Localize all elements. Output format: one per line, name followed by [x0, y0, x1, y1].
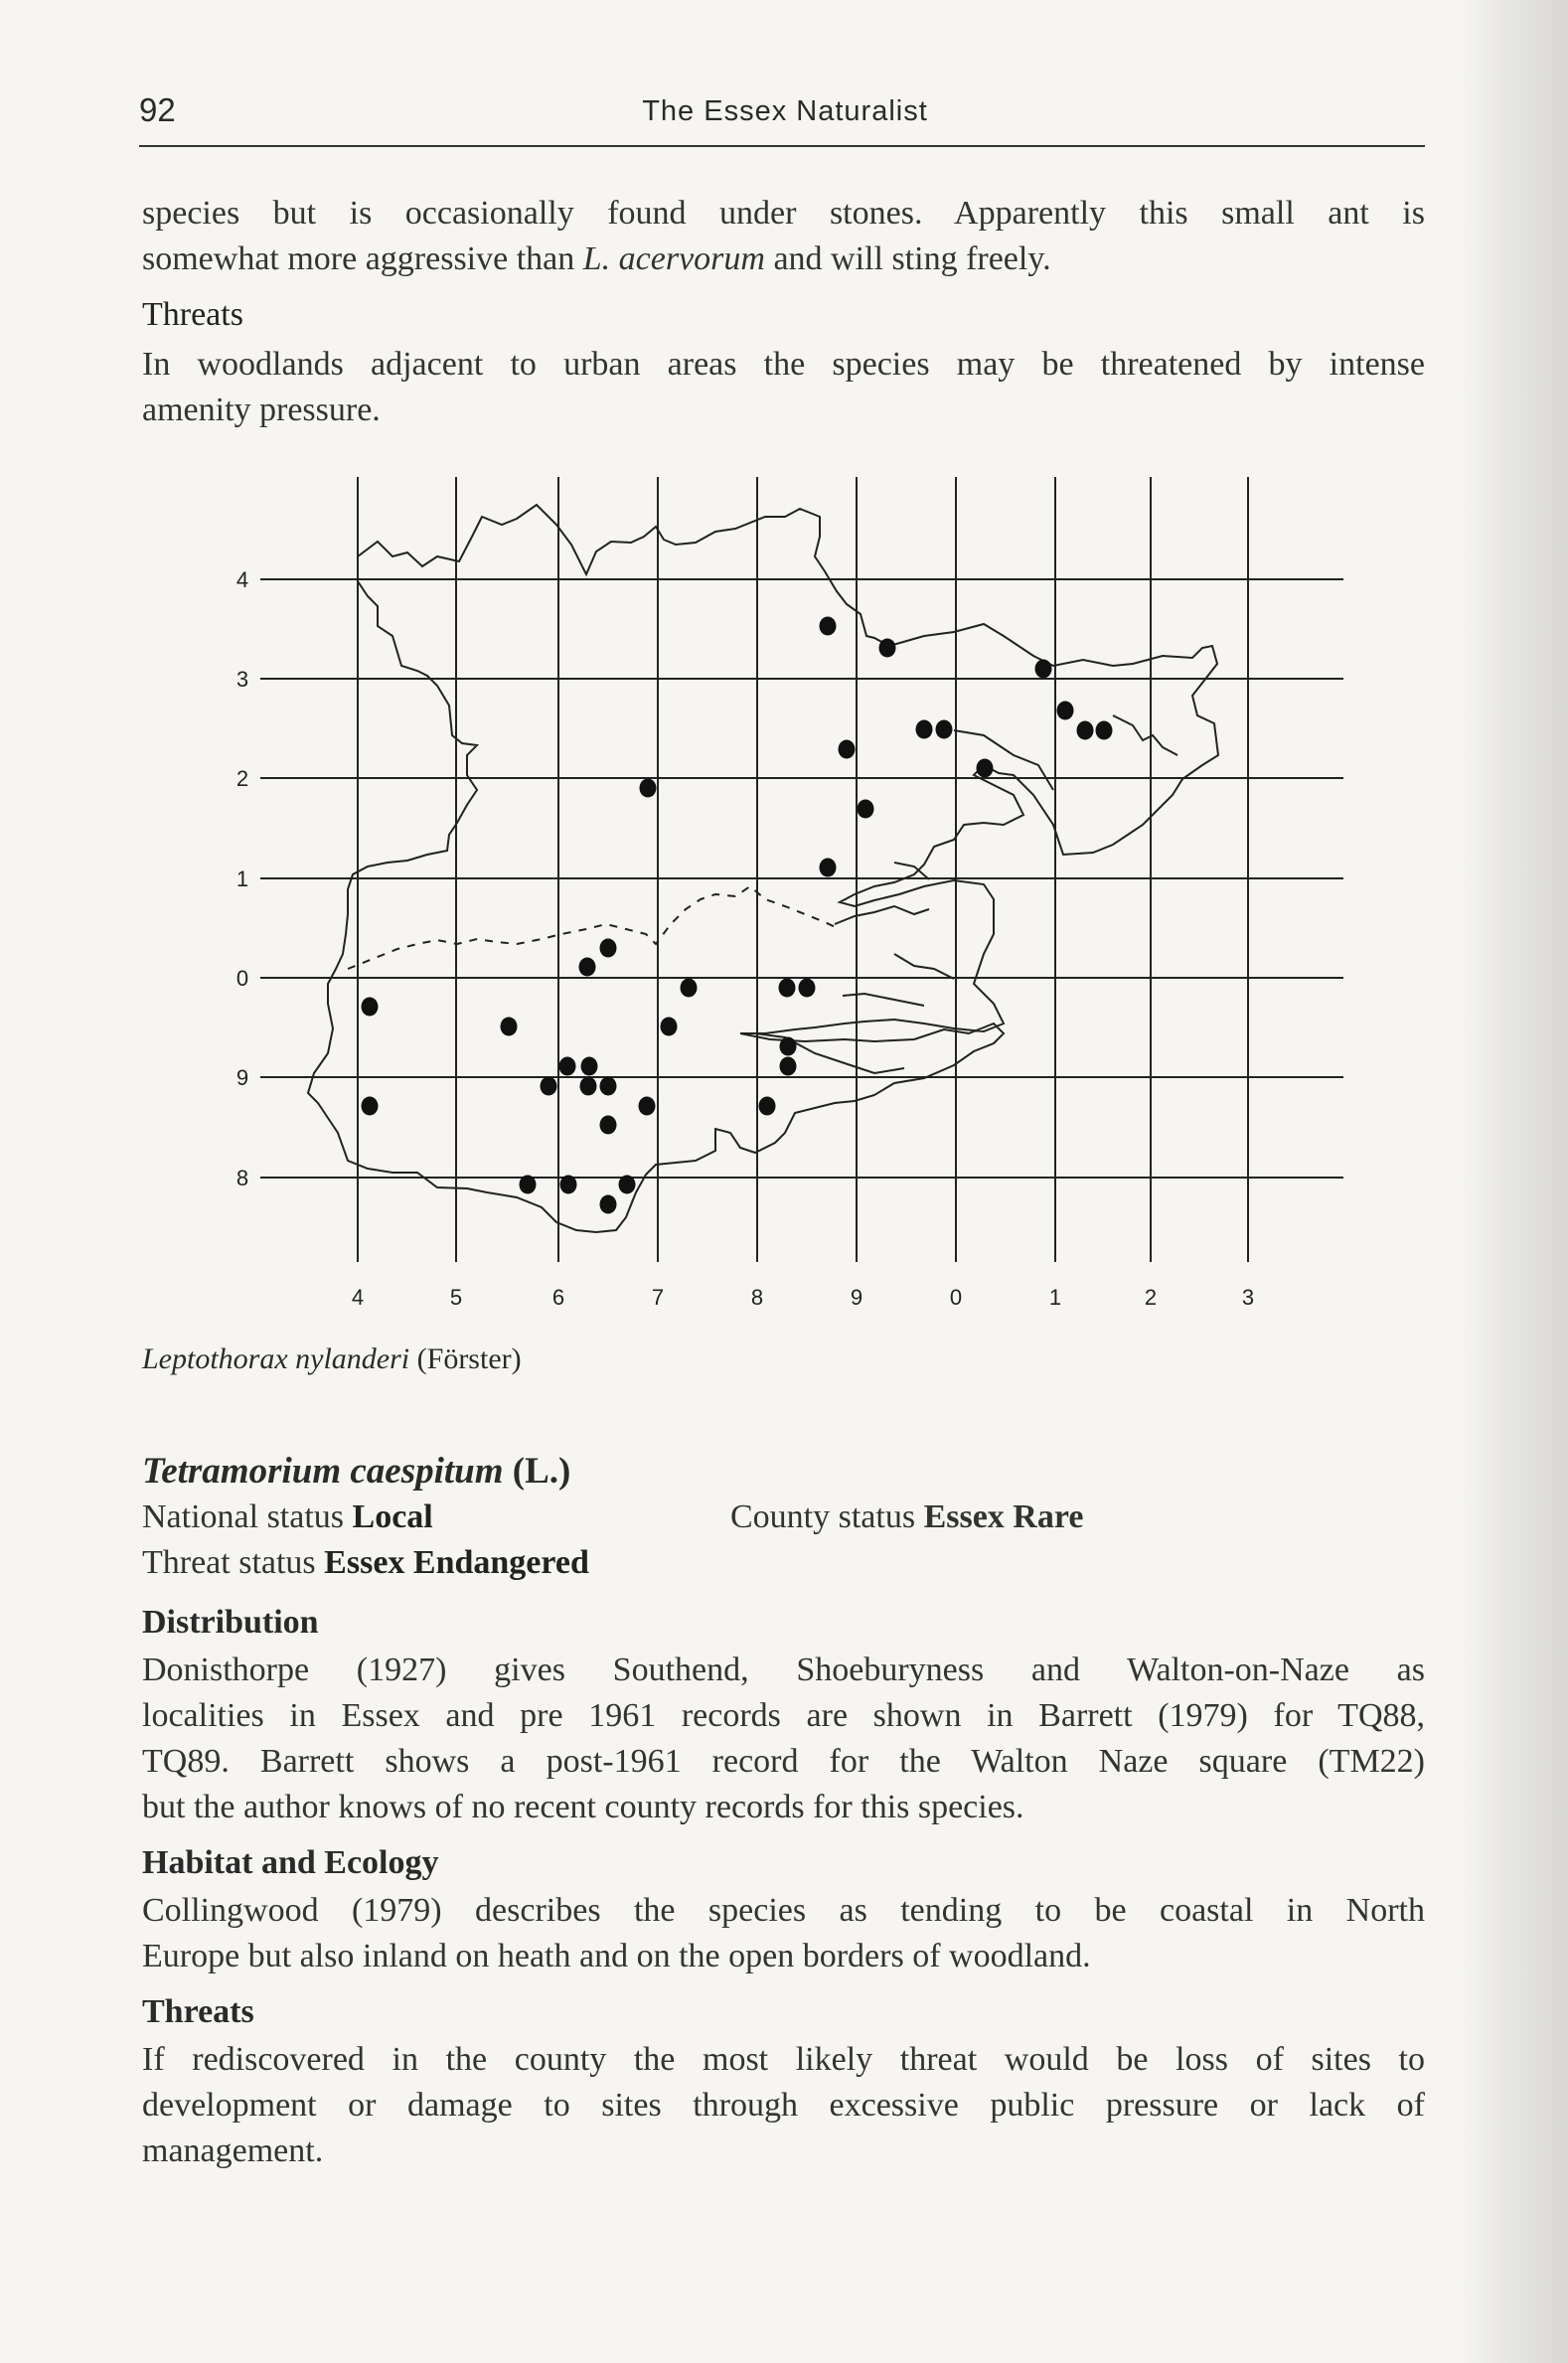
- record-dot: [1077, 721, 1094, 740]
- x-label: 7: [651, 1285, 665, 1310]
- threat-status-value: Essex Endangered: [324, 1544, 589, 1581]
- threats-line-1: In woodlands adjacent to urban areas the species may be threatened by intense: [142, 346, 1425, 383]
- distribution-line: localities in Essex and pre 1961 records are shown in Barrett (1979) for TQ88,: [142, 1697, 1425, 1734]
- record-dot: [780, 1037, 797, 1056]
- record-dot: [779, 979, 796, 998]
- county-status: [730, 1495, 1083, 1540]
- record-dot: [640, 779, 657, 798]
- x-label: 5: [449, 1285, 463, 1310]
- running-title: The Essex Naturalist: [642, 95, 928, 127]
- y-label: 1: [235, 866, 249, 891]
- habitat-line: Collingwood (1979) describes the species as tending to be coastal in North: [142, 1892, 1425, 1929]
- y-label: 0: [235, 966, 249, 991]
- record-dot: [600, 1116, 617, 1135]
- record-dot: [1035, 660, 1052, 679]
- caption-species: Leptothorax nylanderi: [142, 1342, 410, 1375]
- record-dot: [501, 1018, 518, 1036]
- record-dot: [858, 800, 874, 819]
- old-boundary-dashed: [348, 886, 840, 969]
- x-axis-labels: [352, 1285, 1254, 1310]
- distribution-line: TQ89. Barrett shows a post-1961 record for the Walton Naze square (TM22): [142, 1743, 1425, 1780]
- record-dot: [820, 859, 837, 877]
- y-label: 4: [235, 567, 249, 592]
- county-status-label: County status: [730, 1498, 924, 1535]
- map-grid: [260, 477, 1343, 1262]
- distribution-line: but the author knows of no recent county records for this species.: [142, 1789, 1024, 1825]
- threat-status: [142, 1540, 589, 1586]
- threats-line: development or damage to sites through excessive public pressure or lack of: [142, 2087, 1425, 2124]
- distribution-line: Donisthorpe (1927) gives Southend, Shoeburyness and Walton-on-Naze as: [142, 1652, 1425, 1688]
- distribution-heading: Distribution: [142, 1604, 319, 1641]
- x-label: 8: [750, 1285, 764, 1310]
- record-dot: [879, 639, 896, 658]
- y-label: 8: [235, 1166, 249, 1190]
- y-axis-labels: [236, 567, 248, 1190]
- record-dot: [581, 1057, 598, 1076]
- record-dot: [977, 759, 994, 778]
- record-dot: [600, 939, 617, 958]
- record-dot: [916, 720, 933, 739]
- y-label: 9: [235, 1065, 249, 1090]
- x-label: 3: [1241, 1285, 1255, 1310]
- threats-heading-2: Threats: [142, 1993, 254, 2030]
- national-status-value: Local: [352, 1498, 433, 1535]
- national-status-label: National status: [142, 1498, 353, 1535]
- habitat-line: Europe but also inland on heath and on the open borders of woodland.: [142, 1938, 1091, 1974]
- intro-line-1: species but is occasionally found under stones. Apparently this small ant is: [142, 195, 1425, 232]
- threat-status-label: Threat status: [142, 1544, 325, 1581]
- record-dot: [362, 998, 379, 1017]
- record-dot: [520, 1176, 537, 1194]
- record-dot: [600, 1077, 617, 1096]
- intro-species-name: L. acervorum: [582, 240, 765, 277]
- y-label: 3: [235, 667, 249, 692]
- record-dot: [681, 979, 698, 998]
- record-dot: [541, 1077, 557, 1096]
- record-dot: [559, 1057, 576, 1076]
- record-dot: [619, 1176, 636, 1194]
- x-label: 0: [949, 1285, 963, 1310]
- species-title: [142, 1449, 570, 1495]
- intro-line-2-end: and will sting freely.: [764, 240, 1051, 277]
- record-dot: [661, 1018, 678, 1036]
- record-dot: [639, 1097, 656, 1116]
- x-label: 6: [551, 1285, 565, 1310]
- x-label: 1: [1048, 1285, 1062, 1310]
- record-dot: [936, 720, 953, 739]
- record-dot: [580, 1077, 597, 1096]
- record-dot: [362, 1097, 379, 1116]
- y-label: 2: [235, 766, 249, 791]
- threats-line: If rediscovered in the county the most likely threat would be loss of sites to: [142, 2041, 1425, 2078]
- record-dot: [780, 1057, 797, 1076]
- species-authority: (L.): [503, 1451, 571, 1492]
- x-label: 4: [351, 1285, 365, 1310]
- record-dot: [600, 1195, 617, 1214]
- record-dots: [362, 617, 1113, 1214]
- threats-line: management.: [142, 2132, 324, 2169]
- threats-heading-1: Threats: [142, 296, 243, 333]
- record-dot: [560, 1176, 577, 1194]
- county-status-value: Essex Rare: [923, 1498, 1084, 1535]
- record-dot: [1057, 702, 1074, 720]
- national-status: [142, 1495, 433, 1540]
- species-name: Tetramorium caespitum: [142, 1451, 504, 1492]
- record-dot: [799, 979, 816, 998]
- x-label: 2: [1144, 1285, 1158, 1310]
- caption-author: (Förster): [409, 1342, 522, 1375]
- threats-line-2: amenity pressure.: [142, 392, 381, 428]
- record-dot: [1096, 721, 1113, 740]
- x-label: 9: [850, 1285, 863, 1310]
- record-dot: [579, 958, 596, 977]
- record-dot: [839, 740, 856, 759]
- county-outline: [308, 505, 1218, 1232]
- page-number: 92: [139, 91, 176, 128]
- map-caption: [142, 1339, 522, 1379]
- habitat-heading: Habitat and Ecology: [142, 1844, 439, 1881]
- record-dot: [759, 1097, 776, 1116]
- intro-line-2-start: somewhat more aggressive than: [142, 240, 583, 277]
- record-dot: [820, 617, 837, 636]
